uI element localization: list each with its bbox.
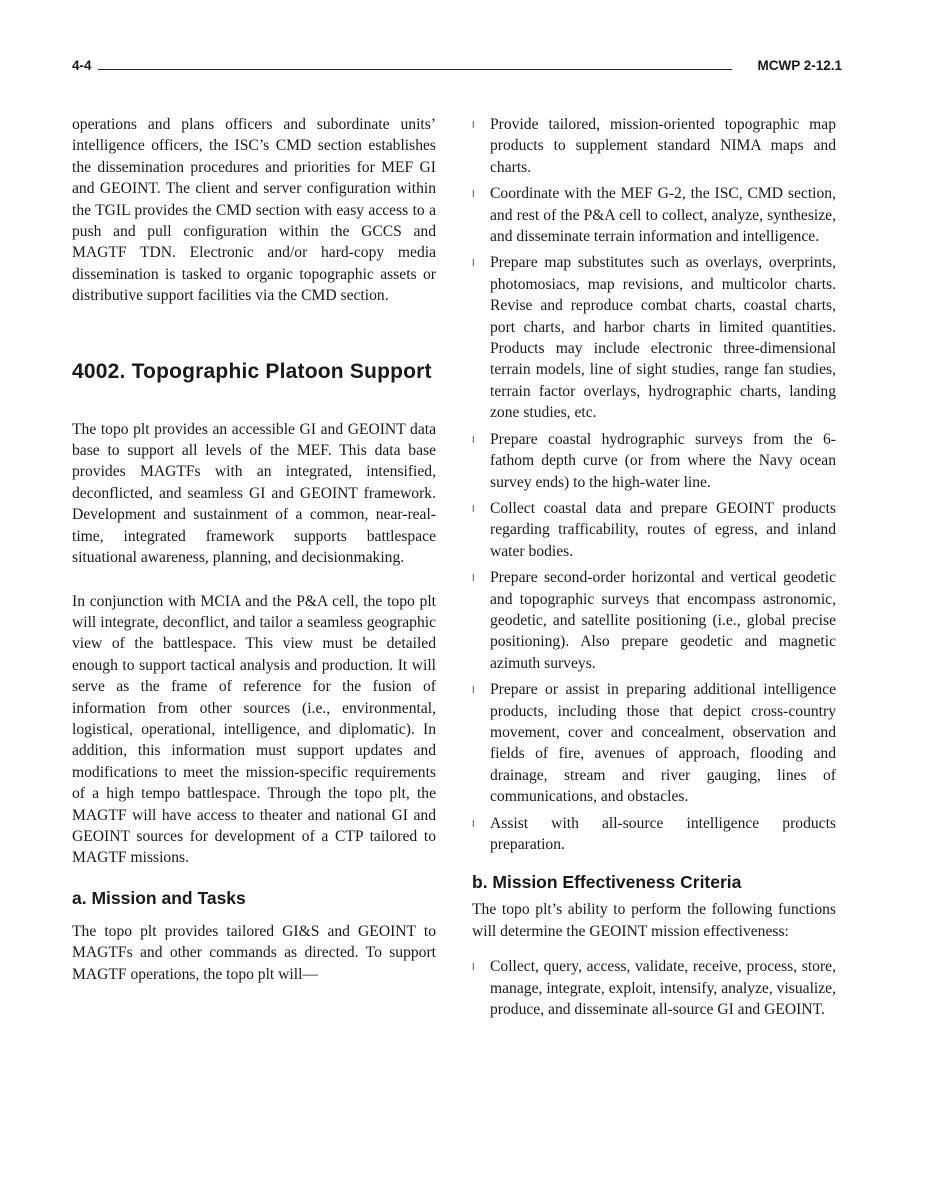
list-item: l Collect coastal data and prepare GEOINT products regarding trafficability, routes of egress, and inland water bodies. xyxy=(472,499,836,560)
bullet-mark: l xyxy=(472,121,475,131)
list-item: l Provide tailored, mission-oriented topographic map products to supplement standard NIMA maps and charts. xyxy=(472,116,836,176)
bullet-mark: l xyxy=(472,190,475,201)
bullet-mark: l xyxy=(472,819,475,830)
page-number: 4-4 xyxy=(72,58,92,73)
subsection-title-a: a. Mission and Tasks xyxy=(72,887,246,908)
list-item: l Prepare second-order horizontal and vertical geodetic and topographic surveys that encompass astronomic, geodetic, and satellite positioning (i.e., global precise positioning). Also prepare geodetic and magnetic azimuth surveys. xyxy=(472,569,836,672)
section-title: 4002. Topographic Platoon Support xyxy=(72,359,432,383)
page-header xyxy=(72,58,842,78)
list-item: l Prepare coastal hydrographic surveys from the 6-fathom depth curve (or from where the Navy ocean survey ends) to the high-water line. xyxy=(472,430,836,491)
paragraph-mission-tasks: The topo plt provides tailored GI&S and GEOINT to MAGTFs and other commands as directed. To support MAGTF operations, the topo plt will— xyxy=(72,922,436,983)
paragraph-effectiveness: The topo plt’s ability to perform the following functions will determine the GEOINT mission effectiveness: xyxy=(472,901,836,940)
right-column xyxy=(472,114,836,1025)
bullet-mark: l xyxy=(472,259,475,270)
list-item: l Prepare map substitutes such as overlays, overprints, photomosiacs, map revisions, and multicolor charts. Revise and reproduce combat charts, coastal charts, port charts, and harbor charts in limited quantities. Products may include electronic three-dimensional terrain models, line of sight studies, range fan studies, terrain factor overlays, hydrographic charts, landing zone studies, etc. xyxy=(472,254,836,422)
bullet-mark: l xyxy=(472,686,475,697)
bullet-mark: l xyxy=(472,574,475,585)
left-column xyxy=(72,114,436,985)
bullet-mark: l xyxy=(472,504,475,515)
paragraph-mcia-conjunction: In conjunction with MCIA and the P&A cell, the topo plt will integrate, deconflict, and tailor a seamless geographic view of the battlespace. This view must be detailed enough to support tactical analysis and production. It will serve as the frame of reference for the fusion of information from other sources (i.e., environmental, logistical, operational, intelligence, and diplomatic). In addition, this information must support updates and modifications to meet the mission-specific requirements of a high tempo battlespace. Through the topo plt, the MAGTF will have access to theater and national GI and GEOINT sources for development of a CTP tailored to MAGTF missions. xyxy=(72,592,436,867)
list-item: l Collect, query, access, validate, receive, process, store, manage, integrate, exploit, intensify, analyze, visualize, produce, and disseminate all-source GI and GEOINT. xyxy=(472,958,836,1019)
paragraph-topo-data-base: The topo plt provides an accessible GI and GEOINT data base to support all levels of the MEF. This data base provides MAGTFs with an integrated, intensified, deconflicted, and seamless GI and GEOINT framework. Development and sustainment of a common, near-real-time, integrated framework supports battlespace situational awareness, planning, and decisionmaking. xyxy=(72,420,436,567)
bullet-mark: l xyxy=(472,435,475,446)
header-rule xyxy=(98,69,732,70)
bullet-mark: l xyxy=(472,963,475,974)
list-item: l Prepare or assist in preparing additional intelligence products, including those that depict cross-country movement, cover and concealment, observation and fields of fire, avenues of approach, flooding and drainage, stream and river gauging, lines of communications, and obstacles. xyxy=(472,681,836,806)
paragraph-dissemination: operations and plans officers and subordinate units’ intelligence officers, the ISC’s CMD section establishes the dissemination procedures and priorities for MEF GI and GEOINT. The client and server configuration within the TGIL provides the CMD section with easy access to a push and pull configuration within the GCCS and MAGTF TDN. Electronic and/or hard-copy media dissemination is tasked to organic topographic assets or distributive support facilities via the CMD section. xyxy=(72,116,436,305)
subsection-title-b: b. Mission Effectiveness Criteria xyxy=(472,872,742,893)
task-list xyxy=(472,114,836,855)
criteria-list xyxy=(472,956,836,1020)
list-item: l Coordinate with the MEF G-2, the ISC, CMD section, and rest of the P&A cell to collect, analyze, synthesize, and disseminate terrain information and intelligence. xyxy=(472,185,836,246)
document-id: MCWP 2-12.1 xyxy=(757,58,842,73)
list-item: l Assist with all-source intelligence products preparation. xyxy=(472,814,836,853)
